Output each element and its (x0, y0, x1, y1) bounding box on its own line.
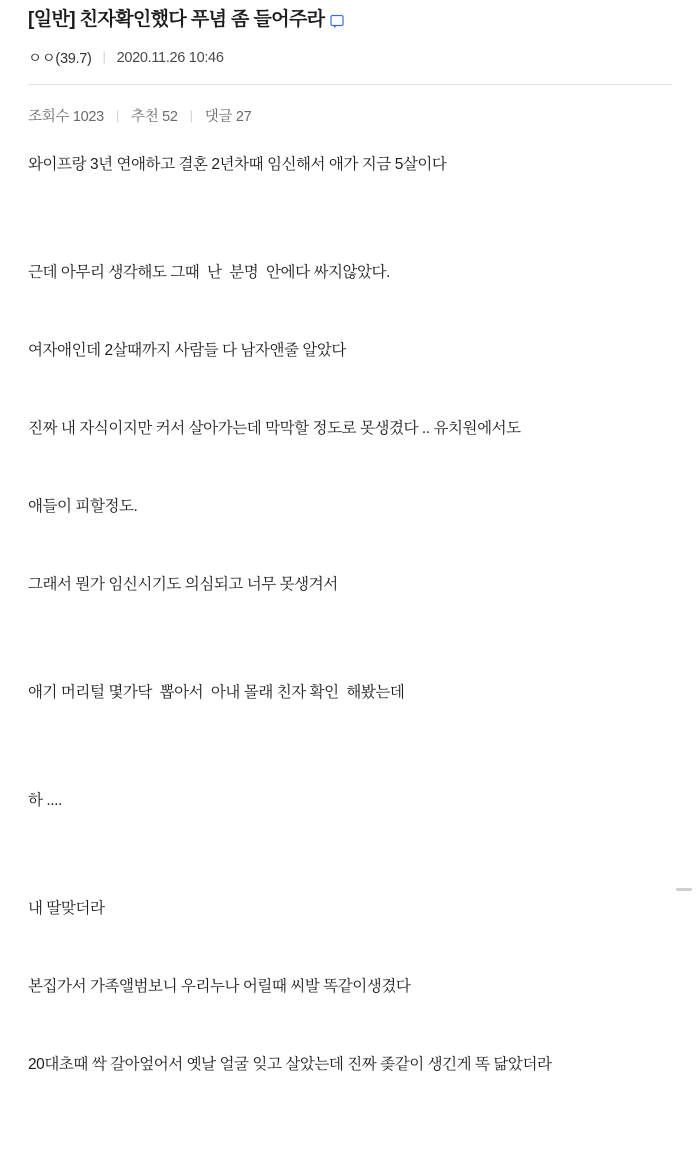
post-paragraph: 근데 아무리 생각해도 그때 난 분명 안에다 싸지않았다. (28, 264, 390, 281)
page-title: [일반] 친자확인했다 푸념 좀 들어주라 (28, 9, 325, 30)
paragraph-spacer (28, 518, 672, 574)
scroll-indicator[interactable] (676, 888, 692, 891)
comment-count[interactable]: 댓글 27 (204, 109, 252, 125)
post-paragraph: 애들이 피할정도. (28, 498, 138, 515)
view-count: 조회수 1023 (28, 109, 104, 125)
paragraph-spacer (28, 920, 672, 976)
post-meta (28, 47, 672, 68)
meta-separator: | (102, 49, 106, 64)
stats-separator-1: | (115, 108, 119, 123)
paragraph-spacer (28, 176, 672, 262)
post-paragraph: 그래서 뭔가 임신시기도 의심되고 너무 못생겨서 (28, 576, 338, 593)
post-paragraph: 애기 머리털 몇가닥 뽑아서 아내 몰래 친자 확인 해봤는데 (28, 684, 405, 701)
post-paragraph: 여자애인데 2살때까지 사람들 다 남자앤줄 알았다 (28, 342, 346, 359)
paragraph-spacer (28, 362, 672, 418)
paragraph-spacer (28, 596, 672, 682)
post-date: 2020.11.26 10:46 (116, 49, 224, 66)
post-header (0, 0, 700, 85)
recommend-count[interactable]: 추천 52 (130, 109, 178, 125)
post-paragraph: 내 딸맞더라 (28, 900, 105, 917)
post-stats (0, 85, 700, 126)
comment-bubble-icon (330, 14, 345, 29)
paragraph-spacer (28, 704, 672, 790)
stats-separator-2: | (189, 108, 193, 123)
post-paragraph: 하 .... (28, 792, 62, 809)
paragraph-spacer (28, 998, 672, 1054)
post-paragraph: 진짜 내 자식이지만 커서 살아가는데 막막할 정도로 못생겼다 .. 유치원에서도 (28, 420, 521, 437)
paragraph-spacer (28, 812, 672, 898)
title-row (28, 4, 672, 34)
paragraph-spacer (28, 284, 672, 340)
author-name[interactable]: ㅇㅇ(39.7) (28, 51, 92, 67)
post-body (0, 154, 700, 1076)
post-paragraph: 와이프랑 3년 연애하고 결혼 2년차때 임신해서 애가 지금 5살이다 (28, 156, 447, 173)
post-paragraph: 20대초때 싹 갈아엎어서 옛날 얼굴 잊고 살았는데 진짜 좆같이 생긴게 똑 닮았더라 (28, 1056, 552, 1073)
left-edge-strip (0, 0, 6, 1172)
paragraph-spacer (28, 440, 672, 496)
post-paragraph: 본집가서 가족앨범보니 우리누나 어릴때 씨발 똑같이생겼다 (28, 978, 411, 995)
